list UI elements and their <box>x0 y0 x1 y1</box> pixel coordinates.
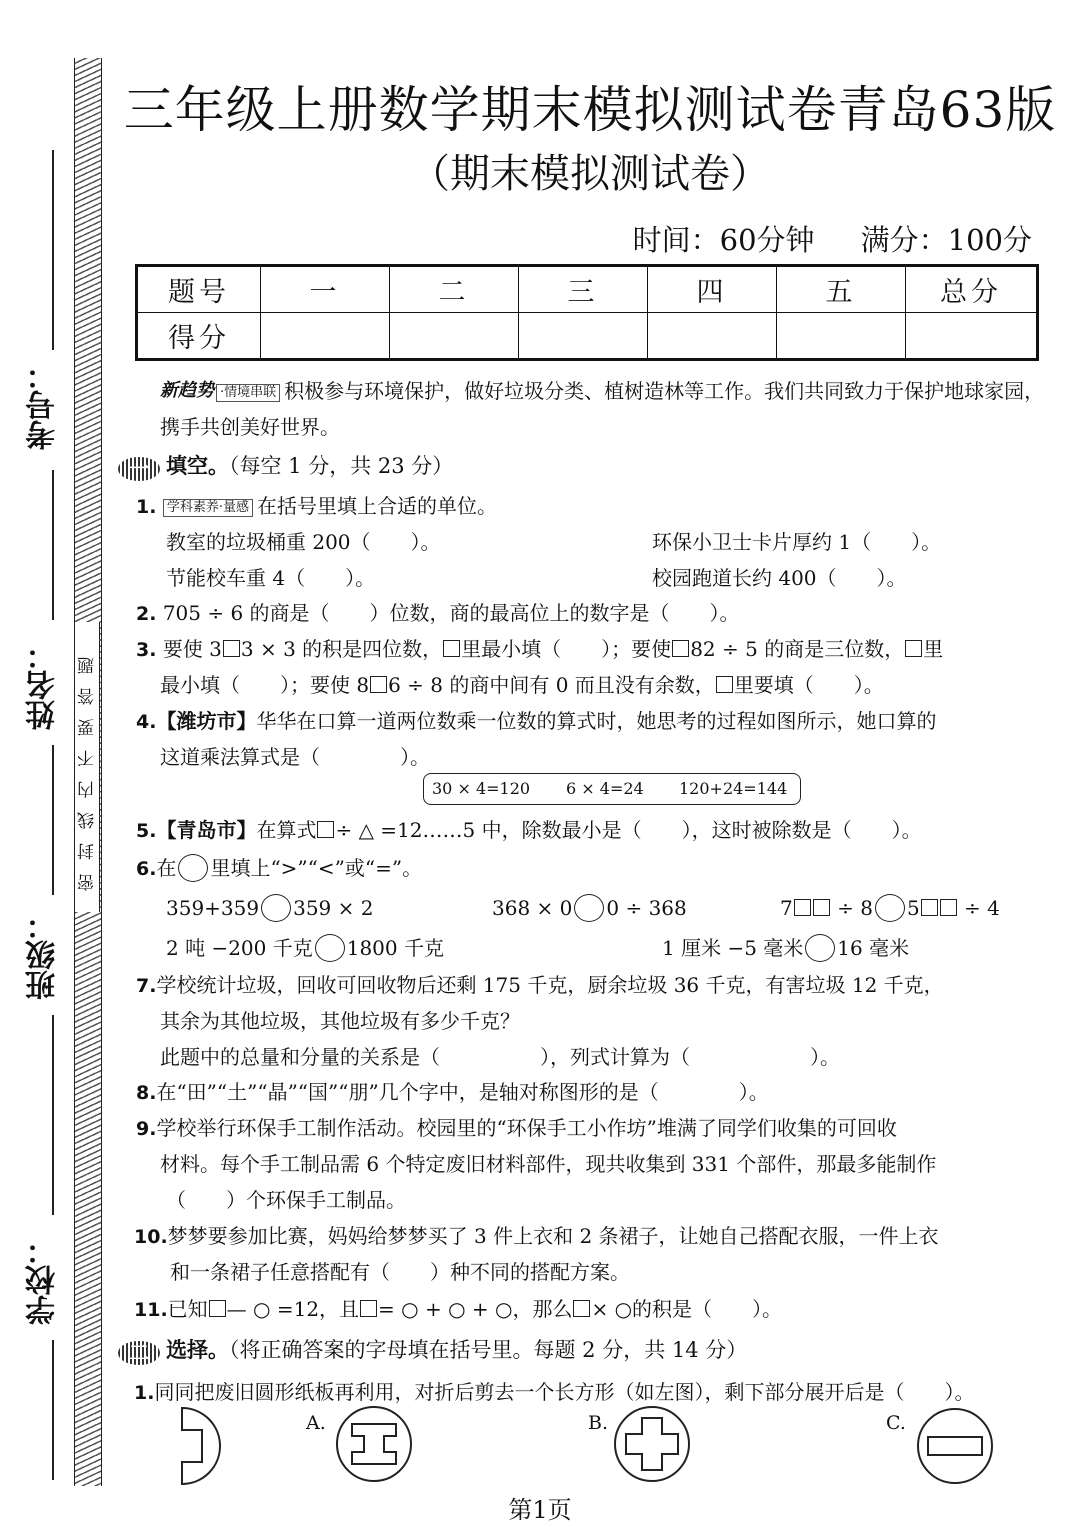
compare-3 <box>780 894 1000 922</box>
question-text: 华华在口算一道两位数乘一位数的算式时，她思考的过程如图所示，她口算的 <box>256 709 937 733</box>
q3-text: 里最小填（ ）；要使 <box>461 637 672 661</box>
question-text: 梦梦要参加比赛，妈妈给梦梦买了 3 件上衣和 2 条裙子，让她自己搭配衣服，一件上衣 <box>167 1224 939 1248</box>
school-line-top <box>52 1015 54 1215</box>
compare-1 <box>166 894 373 922</box>
section1-note: （每空 1 分，共 23 分） <box>229 454 454 478</box>
question-number: 1. <box>134 1382 155 1404</box>
compare-circle[interactable] <box>574 894 604 922</box>
formula-2: 6 × 4=24 <box>566 779 644 798</box>
score-cell: 总分 <box>906 266 1038 313</box>
question-3-line2 <box>160 669 884 698</box>
score-cell: 二 <box>390 266 519 313</box>
q1-item-d: 校园跑道长约 400（ ）。 <box>652 566 907 590</box>
compare-right: 16 毫米 <box>837 936 910 960</box>
compare-2 <box>492 894 687 922</box>
question-3-line1 <box>136 633 943 662</box>
question-text: 同同把废旧圆形纸板再利用，对折后剪去一个长方形（如左图），剩下部分展开后是（ ）。 <box>154 1380 975 1404</box>
question-text: — ○ =12，且 <box>226 1297 360 1321</box>
section-one-icon: 一 <box>118 457 160 481</box>
compare-circle[interactable] <box>315 934 345 962</box>
compare-right: 0 ÷ 368 <box>606 896 687 920</box>
q1-item-b: 环保小卫士卡片厚约 1（ ）。 <box>652 530 942 554</box>
full-score: 满分：100分 <box>860 223 1032 257</box>
class-line-top <box>52 745 54 895</box>
question-number: 7. <box>136 975 157 997</box>
folded-paper-figure <box>180 1406 230 1486</box>
blank-square <box>813 899 830 916</box>
page-number: 第1页 <box>508 1496 572 1524</box>
cross-cutout <box>626 1418 678 1470</box>
trend-badge-tag: ·情境串联 <box>216 384 280 402</box>
name-line-top <box>52 470 54 620</box>
question-number: 10. <box>134 1226 168 1248</box>
q3-text: 最小填（ ）；要使 8 <box>160 673 370 697</box>
trend-badge: 新趋势 <box>160 380 214 401</box>
question-text: 已知 <box>167 1297 208 1321</box>
score-input-cell[interactable] <box>648 313 777 360</box>
blank-square <box>716 676 733 693</box>
score-table-header-row <box>137 266 1038 313</box>
question-text: 705 ÷ 6 的商是（ ）位数，商的最高位上的数字是（ ）。 <box>162 601 740 625</box>
blank-square <box>360 1300 377 1317</box>
compare-4 <box>166 932 444 962</box>
option-c-figure[interactable] <box>914 1406 996 1486</box>
question-number: 11. <box>134 1299 168 1321</box>
exam-no-label: 考号： <box>26 360 61 450</box>
blank-square <box>940 899 957 916</box>
score-cell: 一 <box>261 266 390 313</box>
blank-square <box>921 899 938 916</box>
question-text: 在算式 <box>256 818 317 842</box>
question-text: 在括号里填上合适的单位。 <box>256 494 497 518</box>
compare-right: ÷ 4 <box>964 896 1000 920</box>
city-tag: 【青岛市】 <box>156 818 257 842</box>
school-line-bottom <box>52 1340 54 1480</box>
question-number: 2. <box>136 603 157 625</box>
folded-half-circle <box>182 1408 220 1484</box>
question-9-line3: （ ）个环保手工制品。 <box>166 1188 406 1212</box>
score-input-cell[interactable] <box>777 313 906 360</box>
q1-item-c: 节能校车重 4（ ）。 <box>166 566 376 590</box>
question-9-line1 <box>136 1112 897 1141</box>
question-9-line2: 材料。每个手工制品需 6 个特定废旧材料部件，现共收集到 331 个部件，那最多能制作 <box>160 1152 937 1176</box>
question-number: 4. <box>136 711 157 733</box>
blank-square <box>443 640 460 657</box>
blank-square <box>794 899 811 916</box>
question-4-line1 <box>136 705 936 734</box>
school-label: 学校： <box>26 1235 61 1325</box>
question-1 <box>136 490 497 519</box>
q3-text: 3 × 3 的积是四位数， <box>240 637 443 661</box>
option-c-label[interactable]: C. <box>886 1412 906 1434</box>
question-text: × ○的积是（ ）。 <box>591 1297 783 1321</box>
score-cell: 五 <box>777 266 906 313</box>
intro-paragraph <box>160 373 1050 445</box>
question-11 <box>134 1293 782 1322</box>
seal-line-text: 密封线内不要答题 <box>74 622 100 912</box>
compare-right: 1800 千克 <box>346 936 444 960</box>
section2-note: （将正确答案的字母填在括号里。每题 2 分，共 14 分） <box>229 1338 748 1362</box>
question-text: 学校举行环保手工制作活动。校园里的“环保手工小作坊”堆满了同学们收集的可回收 <box>156 1116 897 1140</box>
question-number: 8. <box>136 1082 157 1104</box>
question-text: = ○ + ○ + ○，那么 <box>378 1297 573 1321</box>
formula-3: 120+24=144 <box>679 779 788 798</box>
section-two-icon: 二 <box>118 1341 160 1365</box>
question-7-line2: 其余为其他垃圾，其他垃圾有多少千克？ <box>160 1009 520 1033</box>
binding-margin <box>0 0 112 1527</box>
question-text: 学校统计垃圾，回收可回收物后还剩 175 千克，厨余垃圾 36 千克，有害垃圾 12 千克， <box>156 973 944 997</box>
score-input-cell[interactable] <box>261 313 390 360</box>
question-8 <box>136 1076 769 1105</box>
question-number: 6. <box>136 858 157 880</box>
blank-circle <box>178 854 208 882</box>
choice-question-1 <box>134 1376 974 1405</box>
blank-square <box>370 676 387 693</box>
blank-square <box>905 640 922 657</box>
rect-cutout <box>928 1437 982 1455</box>
q3-text: 6 ÷ 8 的商中间有 0 而且没有余数， <box>388 673 715 697</box>
score-cell: 三 <box>519 266 648 313</box>
blank-square <box>209 1300 226 1317</box>
subject-tag: 学科素养·量感 <box>163 499 253 517</box>
question-text: 在“田”“土”“晶”“国”“朋”几个字中，是轴对称图形的是（ ）。 <box>156 1080 769 1104</box>
question-text: ÷ △ =12……5 中，除数最小是（ ），这时被除数是（ ）。 <box>335 818 922 842</box>
score-row-label: 得分 <box>137 313 261 360</box>
compare-5 <box>662 932 909 962</box>
score-table-score-row <box>137 313 1038 360</box>
q3-text: 里 <box>923 637 944 661</box>
question-5 <box>136 814 922 843</box>
name-label: 姓名： <box>26 640 61 730</box>
question-number: 3. <box>136 639 157 661</box>
circle-outline <box>337 1407 411 1481</box>
q3-text: 要使 3 <box>162 637 222 661</box>
option-a-label[interactable]: A. <box>306 1412 326 1434</box>
score-cell: 四 <box>648 266 777 313</box>
question-number: 5. <box>136 820 157 842</box>
exam-no-line <box>52 150 54 350</box>
compare-right: 359 × 2 <box>293 896 374 920</box>
intro-text: 积极参与环境保护，做好垃圾分类、植树造林等工作。我们共同致力于保护地球家园，携手共创美好世界。 <box>160 379 1045 439</box>
page-title: 三年级上册数学期末模拟测试卷青岛63版 <box>123 81 1057 139</box>
score-input-cell[interactable] <box>390 313 519 360</box>
section2-heading <box>118 1334 747 1365</box>
time-limit: 时间：60分钟 <box>632 223 815 257</box>
compare-left: 368 × 0 <box>492 896 573 920</box>
question-7-line3: 此题中的总量和分量的关系是（ ），列式计算为（ ）。 <box>160 1045 840 1069</box>
q1-item-a: 教室的垃圾桶重 200（ ）。 <box>166 530 441 554</box>
question-10-line1 <box>134 1220 939 1249</box>
city-tag: 【潍坊市】 <box>156 709 257 733</box>
blank-square <box>317 821 334 838</box>
option-b-figure[interactable] <box>612 1404 692 1484</box>
mental-math-box <box>423 773 801 805</box>
question-number: 9. <box>136 1118 157 1140</box>
compare-circle[interactable] <box>805 934 835 962</box>
circle-outline <box>918 1409 992 1483</box>
question-7-line1 <box>136 969 944 998</box>
compare-left: ÷ 8 <box>837 896 873 920</box>
q3-text: 82 ÷ 5 的商是三位数， <box>690 637 905 661</box>
compare-circle[interactable] <box>875 894 905 922</box>
score-input-cell[interactable] <box>906 313 1038 360</box>
blank-square <box>223 640 240 657</box>
section1-title: 填空。 <box>166 454 229 478</box>
compare-circle[interactable] <box>261 894 291 922</box>
compare-left: 359+359 <box>166 896 260 920</box>
question-text: 在 <box>156 856 177 880</box>
question-2 <box>136 597 740 626</box>
score-input-cell[interactable] <box>519 313 648 360</box>
score-cell: 题号 <box>137 266 261 313</box>
q3-text: 里要填（ ）。 <box>733 673 884 697</box>
compare-left: 7 <box>780 896 793 920</box>
formula-1: 30 × 4=120 <box>432 779 531 798</box>
compare-right: 5 <box>906 896 920 920</box>
class-label: 班级： <box>26 910 61 1000</box>
question-10-line2: 和一条裙子任意搭配有（ ）种不同的搭配方案。 <box>170 1260 630 1284</box>
compare-left: 2 吨 −200 千克 <box>166 936 313 960</box>
blank-square <box>573 1300 590 1317</box>
section2-title: 选择。 <box>166 1338 229 1362</box>
blank-square <box>672 640 689 657</box>
page-subtitle: （期末模拟测试卷） <box>410 151 770 197</box>
question-6 <box>136 852 422 882</box>
option-b-label[interactable]: B. <box>588 1412 609 1434</box>
question-4-line2: 这道乘法算式是（ ）。 <box>160 745 430 769</box>
option-a-figure[interactable] <box>334 1404 414 1484</box>
section1-heading <box>118 450 453 481</box>
score-table <box>135 264 1039 361</box>
time-info <box>633 218 1032 259</box>
question-number: 1. <box>136 496 157 518</box>
compare-left: 1 厘米 −5 毫米 <box>662 936 804 960</box>
i-shape-cutout <box>352 1424 396 1464</box>
question-text: 里填上“>”“<”或“=”。 <box>210 856 423 880</box>
